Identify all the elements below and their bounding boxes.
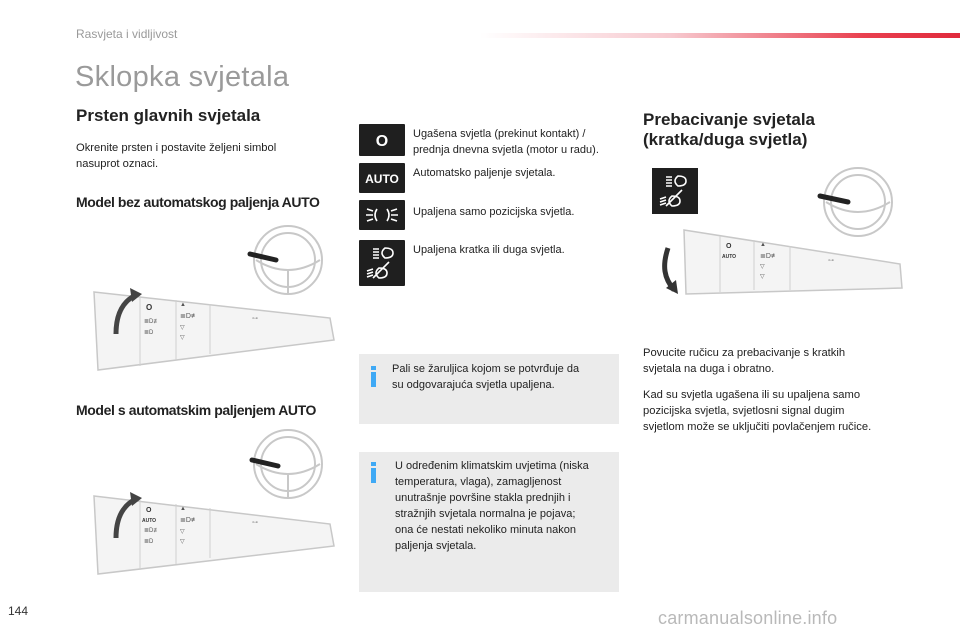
intro-text [76, 140, 276, 172]
info-line: Pali se žaruljica kojom se potvrđuje da [392, 363, 580, 375]
subheading-with-auto: Model s automatskim paljenjem AUTO [76, 402, 317, 418]
paragraph-line: svjetlom može se uključiti povlačenjem ručice. [643, 421, 872, 433]
paragraph-line: pozicijska svjetla, svjetlosni signal dugim [643, 405, 845, 417]
svg-text:≣D: ≣D [144, 330, 154, 336]
info-line: stražnjih svjetala normalna je pojava; [395, 508, 576, 520]
info-box-condensation [359, 452, 619, 592]
paragraph-line: Kad su svjetla ugašena ili su upaljena samo [643, 389, 861, 401]
svg-text:⊶: ⊶ [252, 520, 258, 526]
heading-main-lights-ring: Prsten glavnih svjetala [76, 106, 261, 125]
heading-line: Prebacivanje svjetala [643, 110, 816, 129]
symbol-description-position [413, 204, 574, 220]
header-accent-bar [480, 33, 960, 38]
info-line: U određenim klimatskim uvjetima (niska [395, 460, 589, 472]
heading-line: (kratka/duga svjetla) [643, 130, 808, 149]
section-label: Rasvjeta i vidljivost [76, 27, 178, 41]
svg-text:⊶: ⊶ [828, 258, 834, 264]
symbol-description-line: Automatsko paljenje svjetala. [413, 167, 556, 179]
info-line: paljenja svjetala. [395, 540, 477, 552]
stalk-label-off: O [146, 507, 152, 514]
beam-switch-instruction [643, 345, 845, 377]
svg-text:▽: ▽ [180, 539, 185, 545]
svg-text:▽: ▽ [180, 335, 185, 341]
symbol-description-off [413, 126, 599, 158]
lighting-stalk-illustration-auto [80, 428, 342, 588]
info-line: unutrašnje površine stakla prednjih i [395, 492, 571, 504]
info-line: ona će nestati nekoliko minuta nakon [395, 524, 577, 536]
info-text [395, 458, 589, 554]
lighting-stalk-illustration-no-auto [80, 222, 342, 382]
headlights-icon [359, 240, 405, 286]
info-line: temperatura, vlaga), zamagljenost [395, 476, 562, 488]
paragraph-line: Povucite ručicu za prebacivanje s kratkih [643, 347, 846, 359]
svg-text:▲: ▲ [760, 242, 766, 248]
symbol-description-line: prednja dnevna svjetla (motor u radu). [413, 144, 599, 156]
lights-off-symbol-label: O [375, 133, 389, 150]
stalk-label-off: O [726, 243, 732, 250]
symbol-description-headlights [413, 242, 565, 258]
stalk-label-auto: AUTO [722, 254, 737, 260]
symbol-description-line: Upaljena kratka ili duga svjetla. [413, 244, 565, 256]
stalk-label-auto: AUTO [142, 518, 157, 524]
page-number: 144 [8, 604, 29, 618]
lights-off-symbol-icon [359, 124, 405, 156]
svg-text:▽: ▽ [760, 274, 765, 280]
heading-beam-switch [643, 110, 815, 150]
svg-text:▽: ▽ [760, 264, 765, 270]
intro-line: Okrenite prsten i postavite željeni simbol [76, 142, 277, 154]
info-box-warning-lamp [359, 354, 619, 424]
info-text [392, 361, 579, 393]
info-icon [371, 366, 376, 387]
svg-text:▲: ▲ [180, 302, 186, 308]
svg-text:≣D: ≣D [144, 539, 154, 545]
info-line: su odgovarajuća svjetla upaljena. [392, 379, 555, 391]
svg-text:▽: ▽ [180, 325, 185, 331]
beam-switch-illustration [650, 166, 906, 300]
position-lights-icon [359, 200, 405, 230]
symbol-description-line: Upaljena samo pozicijska svjetla. [413, 206, 575, 218]
svg-text:≣D≢: ≣D≢ [144, 528, 160, 534]
auto-lights-symbol-icon [359, 163, 405, 193]
symbol-description-auto [413, 165, 555, 181]
svg-text:⊶: ⊶ [252, 316, 258, 322]
stalk-label-off: O [146, 303, 153, 312]
subheading-no-auto: Model bez automatskog paljenja AUTO [76, 194, 320, 210]
svg-text:▲: ▲ [180, 506, 186, 512]
svg-text:≣D≢: ≣D≢ [760, 253, 778, 260]
svg-text:≣D≢: ≣D≢ [180, 517, 198, 524]
watermark: carmanualsonline.info [658, 608, 838, 628]
svg-text:≣D≢: ≣D≢ [144, 319, 160, 325]
symbol-description-line: Ugašena svjetla (prekinut kontakt) / [413, 128, 586, 140]
paragraph-line: svjetala na duga i obratno. [643, 363, 775, 375]
intro-line: nasuprot oznaci. [76, 158, 159, 170]
svg-text:≣D≢: ≣D≢ [180, 313, 198, 320]
svg-text:▽: ▽ [180, 529, 185, 535]
auto-lights-symbol-label: AUTO [365, 172, 399, 186]
page-title: Sklopka svjetala [75, 61, 290, 93]
headlight-flash-note [643, 387, 871, 435]
info-icon [371, 462, 376, 483]
